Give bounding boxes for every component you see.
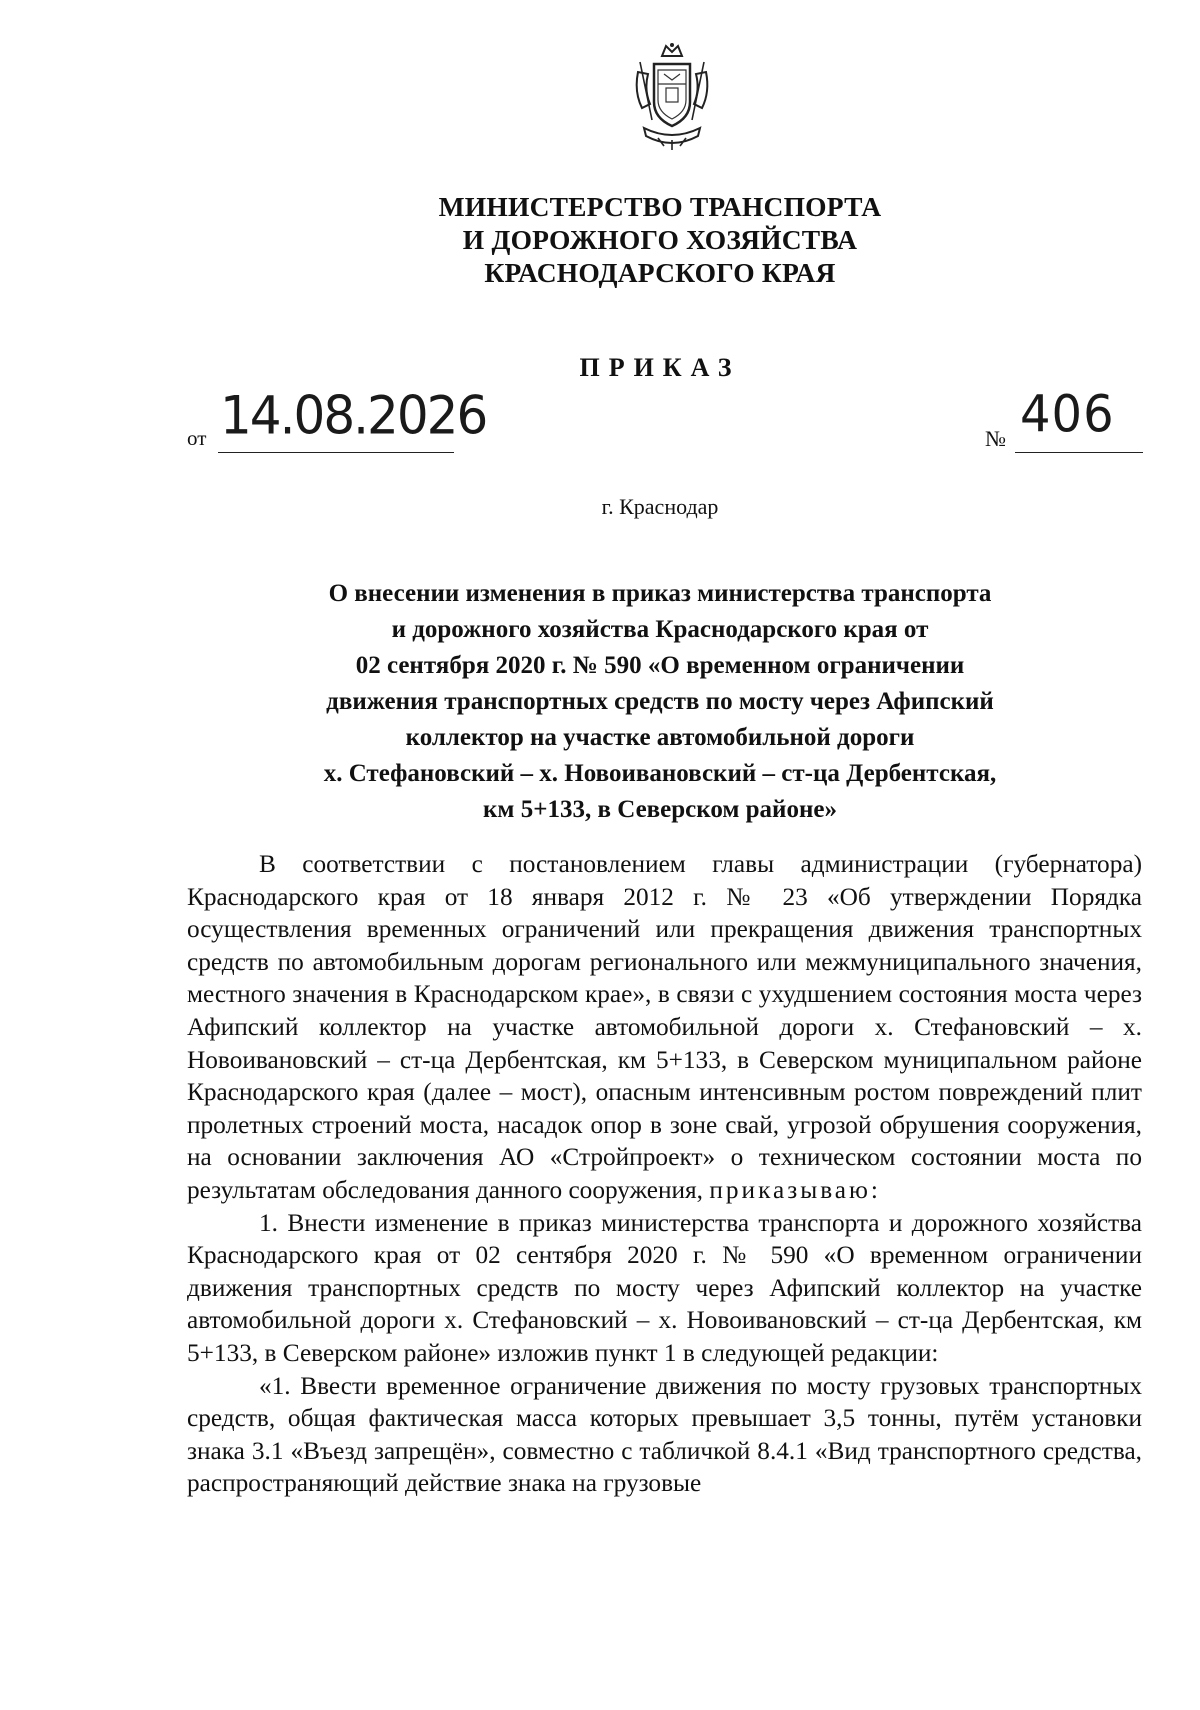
order-body [187, 848, 1142, 1500]
clause-1-paragraph: 1. Внести изменение в приказ министерства транспорта и дорожного хозяйства Краснодарского края от 02 сентября 2020 г. № 590 «О временном ограничении движения транспортных средств по мосту через Афипский коллектор на участке автомобильной дороги х. Стефановский – х. Новоивановский – ст-ца Дербентская, км 5+133, в Северском районе» изложив пункт 1 в следующей редакции: [187, 1208, 1142, 1367]
preamble-paragraph [187, 848, 1142, 1207]
preamble-text: В соответствии с постановлением главы администрации (губернатора) Краснодарского края от 18 января 2012 г. № 23 «Об утверждении Порядка осуществления временных ограничений или прекращения движения транспортных средств по автомобильным дорогам регионального или межмуниципального значения, местного значения в Краснодарском крае», в связи с ухудшением состояния моста через Афипский коллектор на участке автомобильной дороги х. Стефановский – х. Новоивановский – ст-ца Дербентская, км 5+133, в Северском муниципальном районе Краснодарского края (далее – мост), опасным интенсивным ростом повреждений плит пролетных строений моста, насадок опор в зоне свай, угрозой обрушения сооружения, на основании заключения АО «Стройпроект» о техническом состоянии моста по результатам обследования данного сооружения, [187, 850, 1142, 1204]
number-underline [1015, 452, 1143, 453]
number-prefix: № [985, 426, 1006, 451]
subject-line: км 5+133, в Северском районе» [483, 796, 837, 823]
coat-of-arms-emblem [628, 42, 716, 154]
document-type-title: ПРИКАЗ [579, 353, 741, 382]
subject-line: О внесении изменения в приказ министерства транспорта [328, 580, 992, 607]
subject-line: движения транспортных средств по мосту через Афипский [326, 688, 994, 715]
handwritten-order-date: 14.08.2026 [220, 385, 487, 446]
ministry-name-line-3: КРАСНОДАРСКОГО КРАЯ [484, 257, 836, 288]
order-subject [0, 576, 1200, 828]
clause-1-new-wording: «1. Ввести временное ограничение движения по мосту грузовых транспортных средств, общая фактическая масса которых превышает 3,5 тонны, путём установки знака 3.1 «Въезд запрещён», совместно с табличкой 8.4.1 «Вид транспортного средства, распространяющий действие знака на грузовые [187, 1371, 1142, 1498]
subject-line: коллектор на участке автомобильной дороги [405, 724, 915, 751]
ministry-name-line-1: МИНИСТЕРСТВО ТРАНСПОРТА [438, 191, 882, 222]
date-underline [218, 452, 454, 453]
order-word-inline: приказываю: [709, 1175, 881, 1204]
subject-line: 02 сентября 2020 г. № 590 «О временном ограничении [355, 652, 965, 679]
handwritten-order-number: 406 [1020, 385, 1115, 444]
ministry-name-line-2: И ДОРОЖНОГО ХОЗЯЙСТВА [462, 224, 858, 255]
issue-city: г. Краснодар [601, 494, 719, 519]
date-prefix: от [187, 426, 207, 450]
subject-line: х. Стефановский – х. Новоивановский – ст-ца Дербентская, [323, 760, 997, 787]
subject-line: и дорожного хозяйства Краснодарского края от [391, 616, 929, 643]
